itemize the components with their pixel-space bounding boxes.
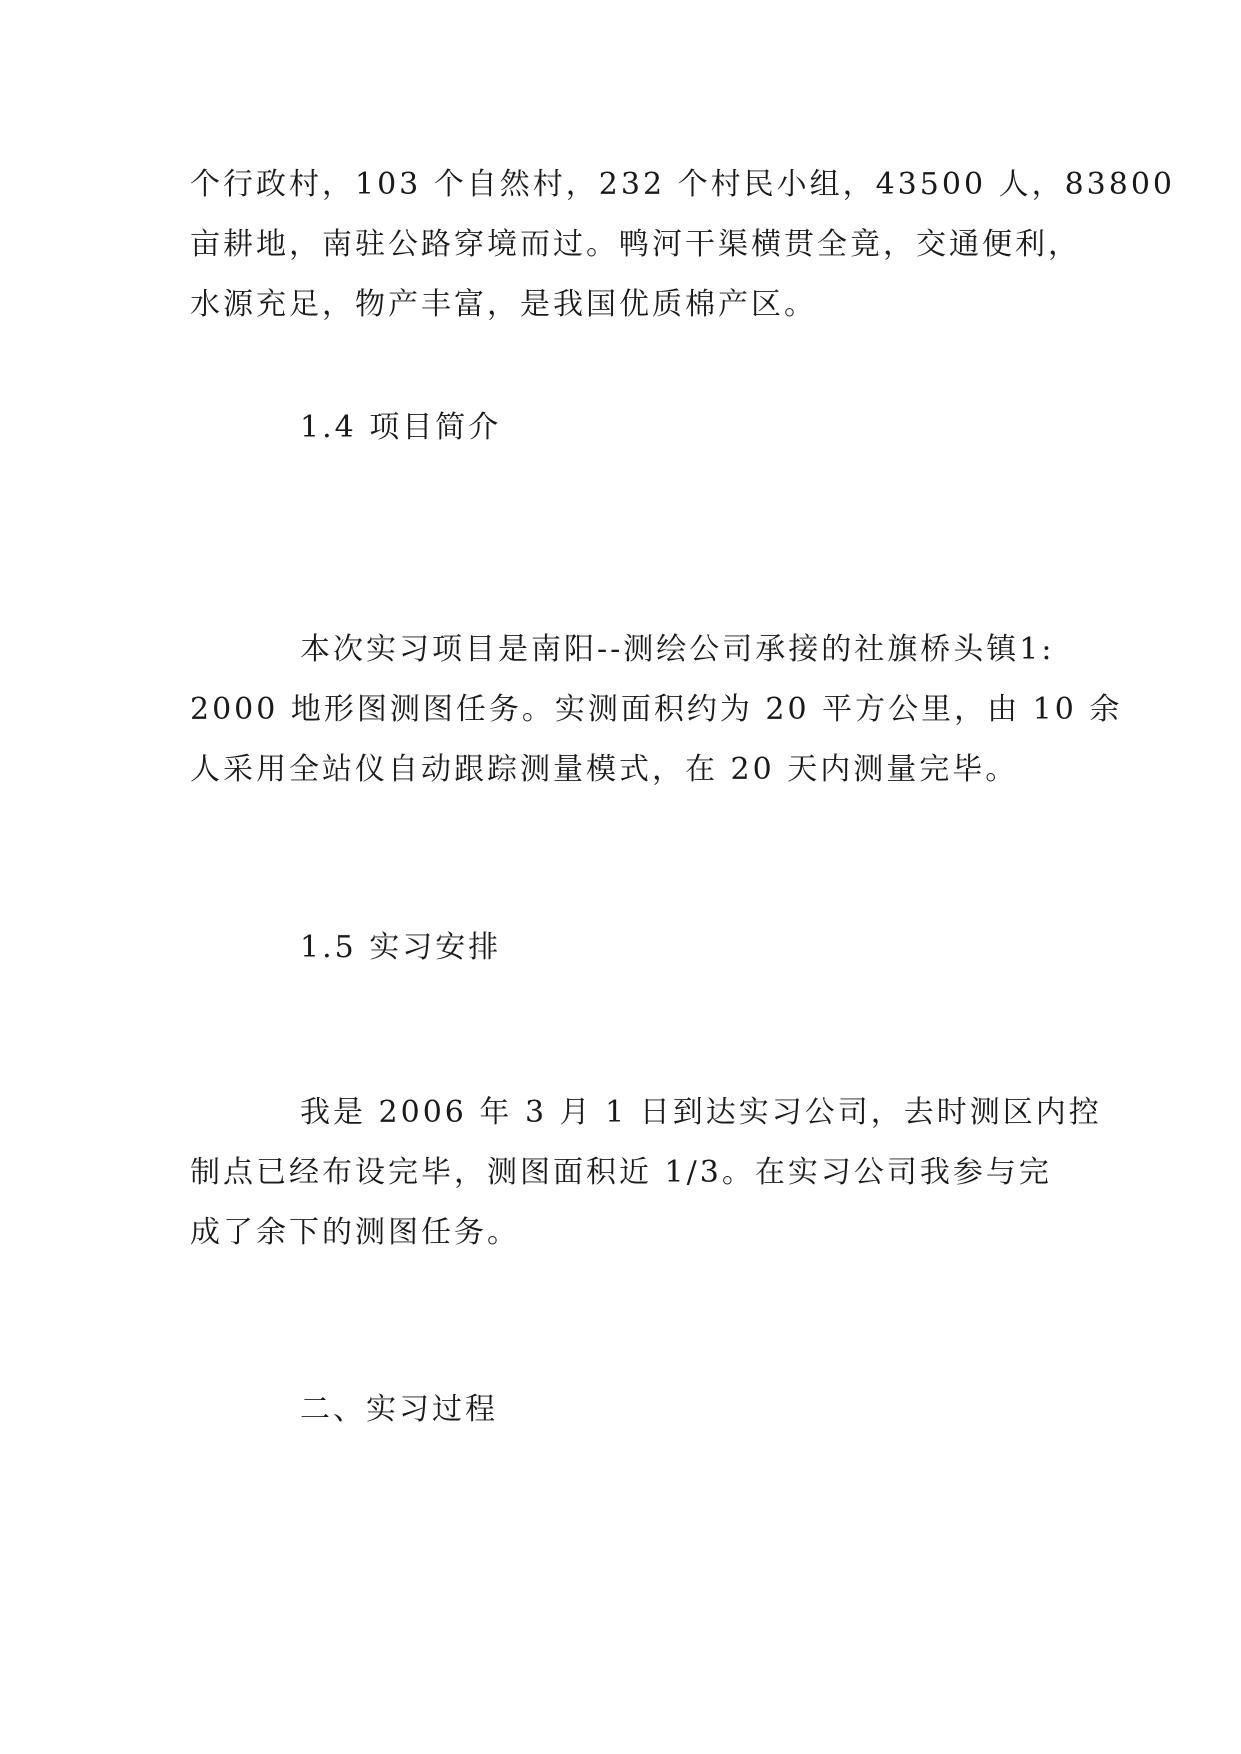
paragraph-line: 制点已经布设完毕，测图面积近 1/3。在实习公司我参与完 xyxy=(190,1155,1052,1190)
section-heading-1-5: 1.5 实习安排 xyxy=(300,930,502,965)
paragraph-line: 个行政村，103 个自然村，232 个村民小组，43500 人，83800 xyxy=(190,167,1175,202)
paragraph-line: 亩耕地，南驻公路穿境而过。鸭河干渠横贯全竟，交通便利， xyxy=(190,227,1081,262)
paragraph-line: 水源充足，物产丰富，是我国优质棉产区。 xyxy=(190,287,817,322)
paragraph-project-intro xyxy=(190,620,1123,800)
paragraph-line: 人采用全站仪自动跟踪测量模式，在 20 天内测量完毕。 xyxy=(190,752,1019,787)
paragraph-schedule xyxy=(190,1083,1102,1263)
paragraph-region-intro xyxy=(190,155,1175,335)
paragraph-line: 我是 2006 年 3 月 1 日到达实习公司，去时测区内控 xyxy=(300,1095,1102,1130)
section-heading-1-4: 1.4 项目简介 xyxy=(300,410,502,445)
paragraph-line: 2000 地形图测图任务。实测面积约为 20 平方公里，由 10 余 xyxy=(190,692,1123,727)
paragraph-line: 成了余下的测图任务。 xyxy=(190,1215,520,1250)
paragraph-line: 本次实习项目是南阳--测绘公司承接的社旗桥头镇1: xyxy=(300,632,1055,667)
section-heading-2: 二、实习过程 xyxy=(300,1392,498,1427)
